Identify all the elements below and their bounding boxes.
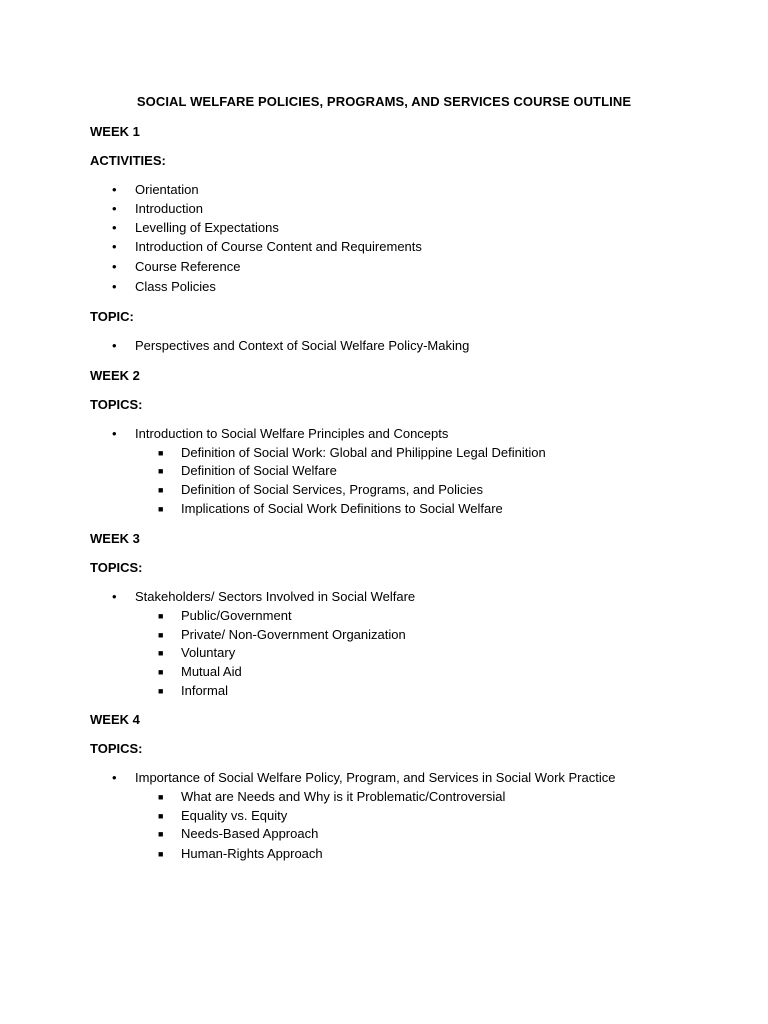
square-bullet-icon: ■ (158, 792, 164, 802)
list-item: Introduction (135, 201, 203, 216)
list-item: Levelling of Expectations (135, 220, 279, 235)
sub-list-item: Definition of Social Work: Global and Philippine Legal Definition (181, 445, 546, 460)
sub-list-item: Equality vs. Equity (181, 808, 288, 823)
list-item: Stakeholders/ Sectors Involved in Social Welfare (135, 589, 416, 604)
week4-label: WEEK 4 (90, 712, 140, 727)
square-bullet-icon: ■ (158, 811, 164, 821)
square-bullet-icon: ■ (158, 686, 164, 696)
list-item: Orientation (135, 182, 199, 197)
square-bullet-icon: ■ (158, 849, 164, 859)
sub-list-item: Voluntary (181, 645, 236, 660)
square-bullet-icon: ■ (158, 504, 164, 514)
week3-label: WEEK 3 (90, 531, 140, 546)
bullet-icon: • (112, 182, 117, 197)
sub-list-item: What are Needs and Why is it Problematic/Controversial (181, 789, 506, 804)
square-bullet-icon: ■ (158, 667, 164, 677)
document-title: SOCIAL WELFARE POLICIES, PROGRAMS, AND SERVICES COURSE OUTLINE (136, 94, 632, 109)
bullet-icon: • (112, 589, 117, 604)
sub-list-item: Informal (181, 683, 228, 698)
list-item: Introduction of Course Content and Requirements (135, 239, 422, 254)
week1-activities-label: ACTIVITIES: (90, 153, 166, 168)
square-bullet-icon: ■ (158, 630, 164, 640)
week4-topics-label: TOPICS: (90, 741, 143, 756)
list-item: Importance of Social Welfare Policy, Program, and Services in Social Work Practice (135, 770, 616, 785)
bullet-icon: • (112, 220, 117, 235)
week2-label: WEEK 2 (90, 368, 140, 383)
square-bullet-icon: ■ (158, 611, 164, 621)
bullet-icon: • (112, 201, 117, 216)
square-bullet-icon: ■ (158, 648, 164, 658)
week1-label: WEEK 1 (90, 124, 140, 139)
square-bullet-icon: ■ (158, 829, 164, 839)
bullet-icon: • (112, 279, 117, 294)
bullet-icon: • (112, 770, 117, 785)
sub-list-item: Public/Government (181, 608, 292, 623)
square-bullet-icon: ■ (158, 466, 164, 476)
sub-list-item: Human-Rights Approach (181, 846, 323, 861)
sub-list-item: Private/ Non-Government Organization (181, 627, 406, 642)
sub-list-item: Definition of Social Welfare (181, 463, 337, 478)
bullet-icon: • (112, 426, 117, 441)
bullet-icon: • (112, 239, 117, 254)
list-item: Course Reference (135, 259, 241, 274)
week2-topics-label: TOPICS: (90, 397, 143, 412)
sub-list-item: Mutual Aid (181, 664, 242, 679)
square-bullet-icon: ■ (158, 448, 164, 458)
list-item: Perspectives and Context of Social Welfare Policy-Making (135, 338, 470, 353)
list-item: Introduction to Social Welfare Principles and Concepts (135, 426, 449, 441)
sub-list-item: Implications of Social Work Definitions to Social Welfare (181, 501, 503, 516)
week3-topics-label: TOPICS: (90, 560, 143, 575)
sub-list-item: Needs-Based Approach (181, 826, 319, 841)
sub-list-item: Definition of Social Services, Programs, and Policies (181, 482, 484, 497)
list-item: Class Policies (135, 279, 216, 294)
bullet-icon: • (112, 338, 117, 353)
bullet-icon: • (112, 259, 117, 274)
week1-topic-label: TOPIC: (90, 309, 134, 324)
square-bullet-icon: ■ (158, 485, 164, 495)
